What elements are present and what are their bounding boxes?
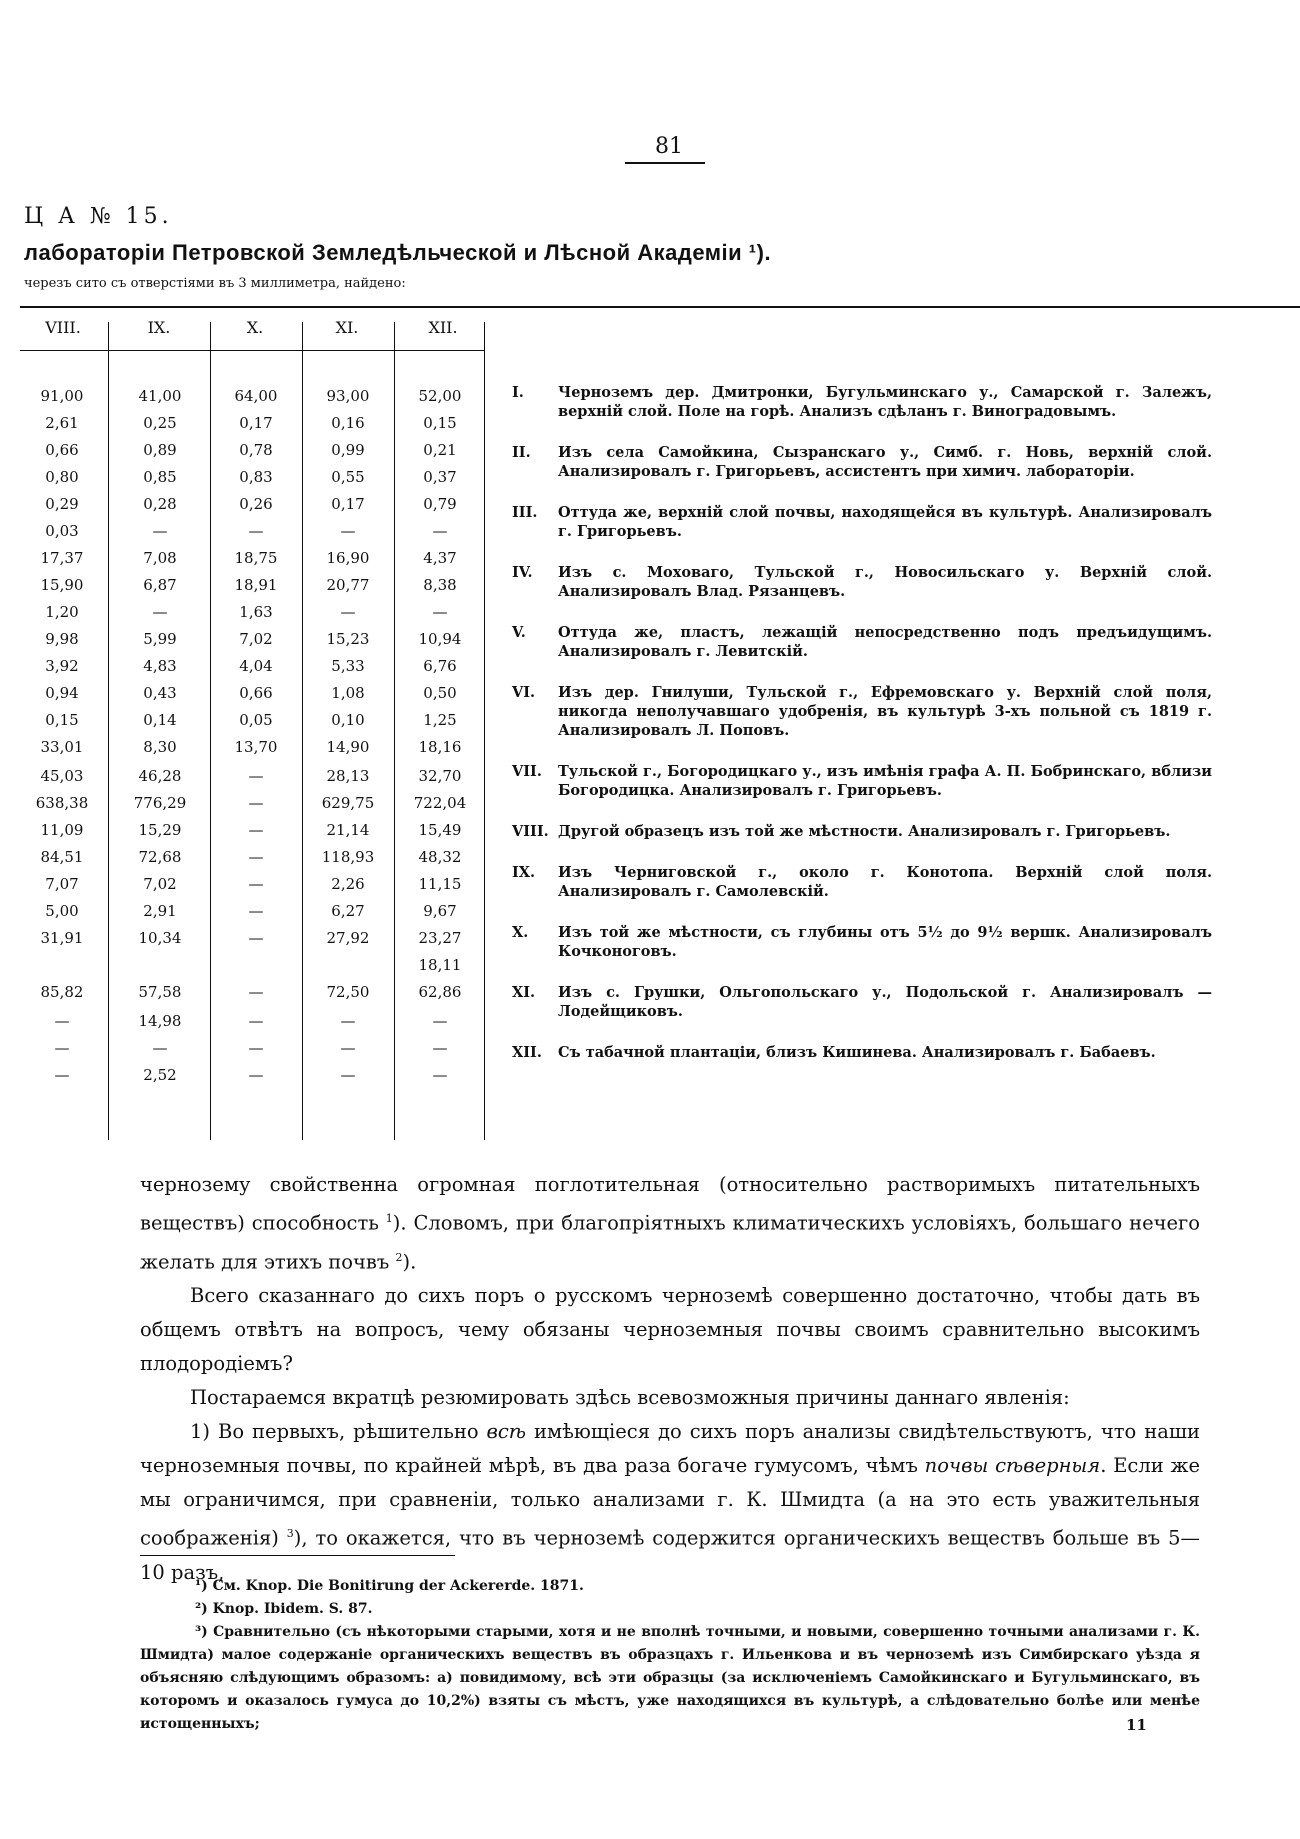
table-cell: 0,99: [331, 441, 365, 459]
table-cell: 0,29: [45, 495, 79, 513]
table-cell: 0,78: [239, 441, 273, 459]
footnote-3: ³) Сравнительно (съ нѣкоторыми старыми, хотя и не вполнѣ точными, и новыми, совершенно точными анализами г. К. Шмидта) малое содержаніе органическихъ веществъ въ образцахъ г. Ильенкова и въ черноземѣ изъ Симбирскаго уѣзда я объясняю слѣдующимъ образомъ: а) повидимому, всѣ эти образцы (за исключеніемъ Самойкинскаго и Бугульминскаго, въ которомъ и оказалось гумуса до 10,2%) взяты съ мѣстъ, уже находящихся въ культурѣ, а слѣдовательно болѣе или менѣе истощенныхъ;: [140, 1624, 1200, 1732]
table-cell: —: [152, 603, 168, 621]
table-cell: 0,21: [423, 441, 457, 459]
table-cell: 1,25: [423, 711, 457, 729]
sample-item: [512, 623, 1212, 661]
table-cell: 9,98: [45, 630, 79, 648]
table-cell: 33,01: [40, 738, 84, 756]
table-cell: —: [248, 1012, 264, 1030]
table-cell: 0,16: [331, 414, 365, 432]
table-column-ix: [114, 383, 206, 1089]
body-text: [140, 1168, 1200, 1590]
table-cell: 629,75: [321, 794, 375, 812]
table-cell: 5,00: [45, 902, 79, 920]
table-cell: 638,38: [35, 794, 89, 812]
table-cell: —: [54, 1039, 70, 1057]
table-cell: —: [248, 522, 264, 540]
sample-description: Изъ Черниговской г., около г. Конотопа. Верхній слой поля. Анализировалъ г. Самолевскій.: [558, 864, 1212, 900]
table-cell: 11,15: [418, 875, 462, 893]
table-cell: —: [248, 794, 264, 812]
table-cell: —: [432, 522, 448, 540]
table-cell: 72,50: [326, 983, 370, 1001]
table-cell: 8,30: [143, 738, 177, 756]
table-cell: 7,02: [143, 875, 177, 893]
sample-item: [512, 503, 1212, 541]
sample-item: [512, 863, 1212, 901]
footnote-ref: 2: [395, 1250, 403, 1264]
table-cell: —: [340, 522, 356, 540]
table-cell: —: [432, 1066, 448, 1084]
table-cell: 4,04: [239, 657, 273, 675]
table-top-rule: [20, 306, 1300, 308]
table-cell: 7,02: [239, 630, 273, 648]
table-cell: 93,00: [326, 387, 370, 405]
table-cell: 2,26: [331, 875, 365, 893]
table-cell: 0,66: [45, 441, 79, 459]
sample-item: [512, 443, 1212, 481]
table-cell: 84,51: [40, 848, 84, 866]
table-cell: 64,00: [234, 387, 278, 405]
sample-number: XII.: [512, 1044, 542, 1061]
sample-number: V.: [512, 624, 526, 641]
table-cell: 0,17: [239, 414, 273, 432]
table-cell: 0,79: [423, 495, 457, 513]
sample-description: Изъ с. Грушки, Ольгопольскаго у., Подольской г. Анализировалъ — Лодейщиковъ.: [558, 984, 1212, 1020]
table-cell: 31,91: [40, 929, 84, 947]
table-cell: —: [432, 603, 448, 621]
table-cell: 10,94: [418, 630, 462, 648]
footnote-ref: 3: [286, 1527, 294, 1540]
table-cell: 18,91: [234, 576, 278, 594]
footnotes: [140, 1575, 1200, 1736]
table-cell: —: [248, 929, 264, 947]
paragraph-4: 1) Во первыхъ, рѣшительно всѣ имѣющіеся до сихъ поръ анализы свидѣтельствуютъ, что наши черноземныя почвы, по крайней мѣрѣ, въ два раза богаче гумусомъ, чѣмъ почвы сѣверныя. Если же мы ограничимся, при сравненіи, только анализами г. К. Шмидта (а на это есть уважительныя соображенія) $^3$), то окажется, что въ черноземѣ содержится органическихъ веществъ больше въ 5—10 разъ,: [140, 1420, 1200, 1584]
sample-number: III.: [512, 504, 538, 521]
table-cell: 0,37: [423, 468, 457, 486]
page-number-rule: [625, 162, 705, 164]
paragraph-1: чернозему свойственна огромная поглотительная (относительно растворимыхъ питательныхъ веществъ) способность $^1$). Словомъ, при благопріятныхъ климатическихъ условіяхъ, большаго нечего желать для этихъ почвъ $^2$).: [140, 1173, 1200, 1273]
footnote-2: ²) Knop. Ibidem. S. 87.: [195, 1601, 373, 1617]
table-cell: 72,68: [138, 848, 182, 866]
table-cell: —: [340, 1039, 356, 1057]
table-cell: 0,26: [239, 495, 273, 513]
table-cell: 7,07: [45, 875, 79, 893]
table-cell: —: [248, 1066, 264, 1084]
table-cell: 13,70: [234, 738, 278, 756]
table-cell: 15,90: [40, 576, 84, 594]
table-subtitle: лабораторіи Петровской Земледѣльческой и Лѣсной Академіи ¹).: [24, 240, 772, 265]
page-number: 81: [655, 134, 683, 159]
table-cell: 0,17: [331, 495, 365, 513]
sample-description: Изъ дер. Гнилуши, Тульской г., Ефремовскаго у. Верхній слой поля, никогда неполучавшаго удобренія, въ культурѣ 3-хъ польной съ 1819 г. Анализировалъ Л. Поповъ.: [558, 684, 1212, 739]
footnote-rule: [140, 1555, 455, 1556]
table-cell: —: [248, 875, 264, 893]
table-cell: —: [432, 1039, 448, 1057]
table-cell: 41,00: [138, 387, 182, 405]
table-column-viii: [16, 383, 108, 1089]
table-cell: 23,27 18,11: [418, 929, 462, 974]
table-cell: 57,58: [138, 983, 182, 1001]
table-cell: 17,37: [40, 549, 84, 567]
table-cell: 0,25: [143, 414, 177, 432]
table-cell: 7,08: [143, 549, 177, 567]
table-cell: 776,29: [133, 794, 187, 812]
table-cell: —: [248, 983, 264, 1001]
table-cell: 32,70: [418, 767, 462, 785]
table-cell: 20,77: [326, 576, 370, 594]
table-cell: 52,00: [418, 387, 462, 405]
table-cell: —: [432, 1012, 448, 1030]
signature-mark: 11: [1126, 1716, 1147, 1734]
table-cell: 6,27: [331, 902, 365, 920]
table-column-x: [210, 383, 302, 1089]
table-cell: —: [152, 1039, 168, 1057]
sample-description: Оттуда же, верхній слой почвы, находящейся въ культурѣ. Анализировалъ г. Григорьевъ.: [558, 504, 1212, 540]
sample-item: [512, 563, 1212, 601]
table-column-xii: [394, 383, 486, 1089]
sample-number: XI.: [512, 984, 536, 1001]
sample-description: Изъ с. Моховаго, Тульской г., Новосильскаго у. Верхній слой. Анализировалъ Влад. Рязанцевъ.: [558, 564, 1212, 600]
sample-item: [512, 1043, 1212, 1062]
footnote-ref: 1: [385, 1212, 393, 1225]
sample-item: [512, 383, 1212, 421]
table-cell: —: [248, 1039, 264, 1057]
table-cell: 9,67: [423, 902, 457, 920]
sample-description: Оттуда же, пластъ, лежащій непосредственно подъ предъидущимъ. Анализировалъ г. Левитскій.: [558, 624, 1212, 660]
sample-number: VI.: [512, 684, 536, 701]
table-cell: 85,82: [40, 983, 84, 1001]
table-cell: —: [340, 1012, 356, 1030]
table-cell: 15,23: [326, 630, 370, 648]
table-cell: 0,05: [239, 711, 273, 729]
table-cell: 8,38: [423, 576, 457, 594]
sieve-note: черезъ сито съ отверстіями въ 3 миллиметра, найдено:: [24, 276, 406, 291]
table-cell: 62,86: [418, 983, 462, 1001]
table-cell: 0,66: [239, 684, 273, 702]
paragraph-3: Постараемся вкратцѣ резюмировать здѣсь всевозможныя причины даннаго явленія:: [190, 1386, 1070, 1409]
table-header-rule: [20, 350, 485, 351]
column-divider: [108, 322, 109, 1140]
sample-item: [512, 923, 1212, 961]
table-cell: —: [248, 821, 264, 839]
table-cell: 0,15: [45, 711, 79, 729]
table-cell: —: [54, 1066, 70, 1084]
table-cell: 0,94: [45, 684, 79, 702]
table-cell: 18,75: [234, 549, 278, 567]
column-header-ix: IX.: [147, 318, 171, 337]
table-cell: 3,92: [45, 657, 79, 675]
table-cell: —: [248, 902, 264, 920]
sample-description: Изъ села Самойкина, Сызранскаго у., Симб. г. Новь, верхній слой. Анализировалъ г. Григорьевъ, ассистентъ при химич. лабораторіи.: [558, 444, 1212, 480]
table-cell: 2,52: [143, 1066, 177, 1084]
table-column-xi: [302, 383, 394, 1089]
table-cell: 4,83: [143, 657, 177, 675]
table-cell: 21,14: [326, 821, 370, 839]
table-cell: —: [152, 522, 168, 540]
sample-number: IX.: [512, 864, 536, 881]
table-cell: —: [340, 1066, 356, 1084]
table-cell: 4,37: [423, 549, 457, 567]
table-cell: 0,10: [331, 711, 365, 729]
table-cell: 2,61: [45, 414, 79, 432]
table-cell: 1,20: [45, 603, 79, 621]
paragraph-2: Всего сказаннаго до сихъ поръ о русскомъ черноземѣ совершенно достаточно, чтобы дать въ общемъ отвѣтъ на вопросъ, чему обязаны черноземныя почвы своимъ сравнительно высокимъ плодородіемъ?: [140, 1284, 1200, 1375]
column-header-x: X.: [246, 318, 264, 337]
sample-item: [512, 762, 1212, 800]
column-header-xii: XII.: [428, 318, 458, 337]
table-cell: 0,55: [331, 468, 365, 486]
column-header-viii: VIII.: [45, 318, 81, 337]
table-cell: 28,13: [326, 767, 370, 785]
table-cell: —: [248, 848, 264, 866]
footnote-1: ¹) См. Knop. Die Bonitirung der Ackererde. 1871.: [195, 1578, 584, 1594]
table-cell: 0,15: [423, 414, 457, 432]
table-cell: 0,50: [423, 684, 457, 702]
sample-number: I.: [512, 384, 524, 401]
table-cell: —: [248, 767, 264, 785]
table-heading: Ц А № 15.: [24, 204, 173, 229]
table-cell: 91,00: [40, 387, 84, 405]
table-cell: 0,80: [45, 468, 79, 486]
column-header-xi: XI.: [335, 318, 359, 337]
table-cell: 16,90: [326, 549, 370, 567]
table-cell: 15,29: [138, 821, 182, 839]
table-cell: 5,99: [143, 630, 177, 648]
table-cell: 6,87: [143, 576, 177, 594]
table-cell: 10,34: [138, 929, 182, 947]
table-cell: 46,28: [138, 767, 182, 785]
sample-item: [512, 983, 1212, 1021]
sample-description: Съ табачной плантаціи, близъ Кишинева. Анализировалъ г. Бабаевъ.: [558, 1044, 1156, 1061]
samples-list: [512, 383, 1212, 1084]
sample-description: Изъ той же мѣстности, съ глубины отъ 5½ до 9½ вершк. Анализировалъ Кочконоговъ.: [558, 924, 1212, 960]
table-cell: 0,85: [143, 468, 177, 486]
table-cell: 15,49: [418, 821, 462, 839]
table-cell: 1,63: [239, 603, 273, 621]
table-cell: 6,76: [423, 657, 457, 675]
table-cell: 0,03: [45, 522, 79, 540]
table-cell: 11,09: [40, 821, 84, 839]
table-cell: 0,28: [143, 495, 177, 513]
table-cell: 14,98: [138, 1012, 182, 1030]
table-cell: 48,32: [418, 848, 462, 866]
sample-number: IV.: [512, 564, 533, 581]
table-cell: —: [54, 1012, 70, 1030]
table-cell: 5,33: [331, 657, 365, 675]
table-cell: 27,92: [326, 929, 370, 947]
table-cell: —: [340, 603, 356, 621]
table-cell: 1,08: [331, 684, 365, 702]
table-cell: 0,14: [143, 711, 177, 729]
sample-number: X.: [512, 924, 529, 941]
sample-description: Черноземъ дер. Дмитронки, Бугульминскаго у., Самарской г. Залежъ, верхній слой. Поле на горѣ. Анализъ сдѣланъ г. Виноградовымъ.: [558, 384, 1212, 420]
sample-number: VIII.: [512, 823, 549, 840]
table-cell: 0,83: [239, 468, 273, 486]
table-cell: 0,43: [143, 684, 177, 702]
table-cell: 722,04: [413, 794, 467, 812]
sample-item: [512, 683, 1212, 740]
sample-number: VII.: [512, 763, 542, 780]
sample-item: [512, 822, 1212, 841]
table-cell: 118,93: [321, 848, 375, 866]
sample-number: II.: [512, 444, 531, 461]
table-cell: 45,03: [40, 767, 84, 785]
table-cell: 0,89: [143, 441, 177, 459]
table-cell: 18,16: [418, 738, 462, 756]
sample-description: Тульской г., Богородицкаго у., изъ имѣнія графа А. П. Бобринскаго, вблизи Богородицка. Анализировалъ г. Григорьевъ.: [558, 763, 1212, 799]
table-cell: 14,90: [326, 738, 370, 756]
sample-description: Другой образецъ изъ той же мѣстности. Анализировалъ г. Григорьевъ.: [558, 823, 1171, 840]
table-cell: 2,91: [143, 902, 177, 920]
